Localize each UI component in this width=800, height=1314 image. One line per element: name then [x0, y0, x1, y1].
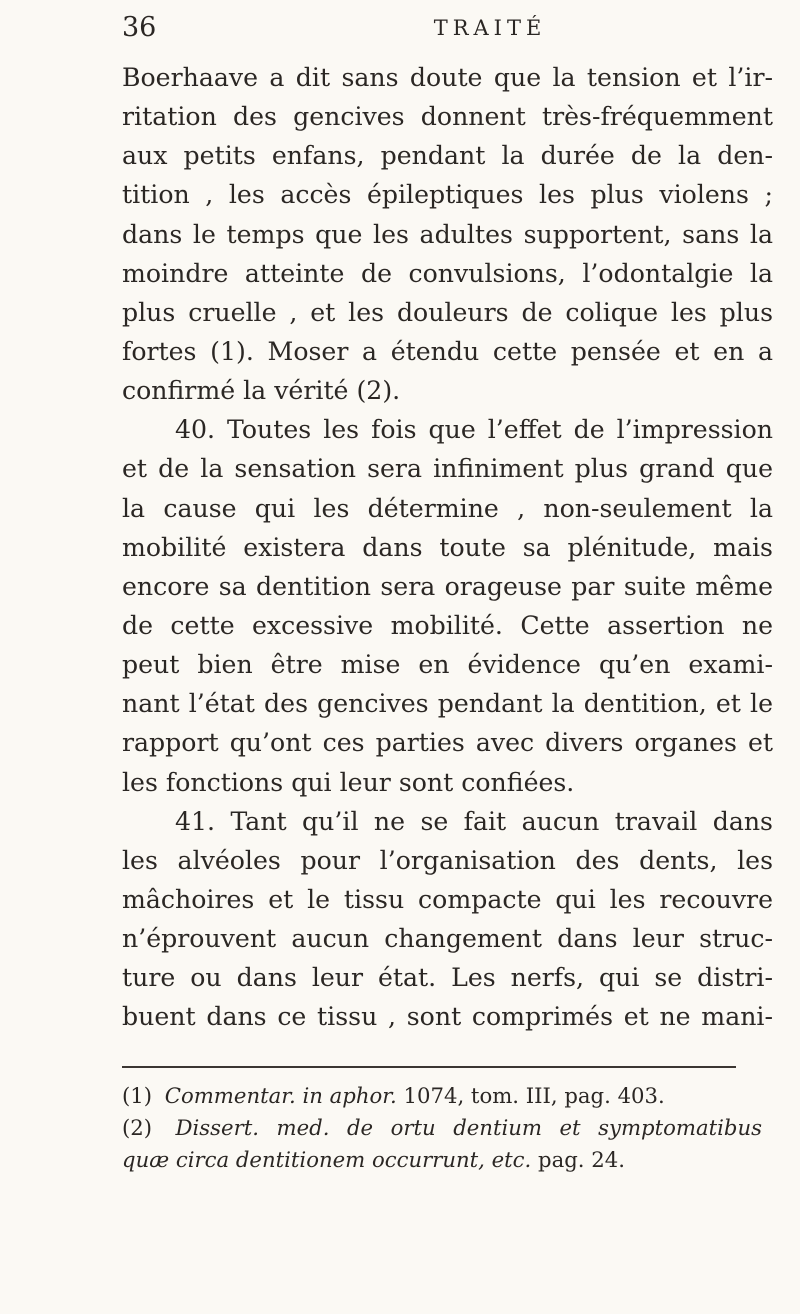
text-line: les alvéoles pour l’organisation des dents, les [122, 845, 773, 875]
paragraph-start-line: 41. Tant qu’il ne se fait aucun travail dans [175, 806, 773, 836]
footnote-1 [122, 1080, 762, 1112]
footnote-2 [122, 1112, 762, 1144]
text-line: rapport qu’ont ces parties avec divers organes et [122, 728, 773, 758]
text-line: nant l’état des gencives pendant la dentition, et le [122, 689, 773, 719]
text-line: Boerhaave a dit sans doute que la tension et l’ir- [122, 63, 773, 92]
footnote-title: Commentar. in aphor. [164, 1083, 397, 1108]
footnote-2-continuation [122, 1144, 762, 1176]
text-line: n’éprouvent aucun changement dans leur struc- [122, 924, 773, 954]
text-line: encore sa dentition sera orageuse par suite même [122, 571, 773, 601]
text-line: la cause qui les détermine , non-seulement la [122, 493, 773, 523]
text-line: ritation des gencives donnent très-fréquemment [122, 102, 773, 132]
text-line: moindre atteinte de convulsions, l’odontalgie la [122, 258, 773, 288]
text-line: aux petits enfans, pendant la durée de la den- [122, 141, 773, 171]
text-line: plus cruelle , et les douleurs de colique les plus [122, 297, 773, 327]
footnote-reference: 1074, tom. III, pag. 403. [403, 1083, 665, 1108]
page-number: 36 [122, 12, 157, 43]
text-line: de cette excessive mobilité. Cette assertion ne [122, 610, 773, 640]
text-line: tition , les accès épileptiques les plus violens ; [122, 180, 773, 210]
text-line: et de la sensation sera infiniment plus grand que [122, 454, 773, 484]
footnote-title: Dissert. med. de ortu dentium et symptomatibus [175, 1115, 762, 1140]
text-line: mobilité existera dans toute sa plénitude, mais [122, 532, 773, 562]
footnote-mark: (1) [122, 1083, 153, 1108]
footnote-separator-rule [122, 1066, 736, 1068]
text-line: ture ou dans leur état. Les nerfs, qui se distri- [122, 963, 773, 993]
text-line: mâchoires et le tissu compacte qui les recouvre [122, 884, 773, 914]
text-line: confirmé la vérité (2). [122, 376, 401, 406]
text-line: dans le temps que les adultes supportent, sans la [122, 219, 773, 249]
footnotes [122, 1080, 762, 1176]
footnote-reference: pag. 24. [538, 1147, 625, 1172]
footnote-title: quæ circa dentitionem occurrunt, etc. [122, 1147, 532, 1172]
text-line: les fonctions qui leur sont confiées. [122, 767, 575, 797]
text-line: buent dans ce tissu , sont comprimés et ne mani- [122, 1002, 773, 1032]
running-head: TRAITÉ [433, 16, 547, 40]
paragraph-start-line: 40. Toutes les fois que l’effet de l’impression [175, 415, 773, 445]
body-text [122, 58, 773, 1037]
text-line: peut bien être mise en évidence qu’en exami- [122, 650, 773, 680]
footnote-mark: (2) [122, 1115, 153, 1140]
text-line: fortes (1). Moser a étendu cette pensée et en a [122, 336, 773, 366]
page-header [122, 12, 762, 52]
